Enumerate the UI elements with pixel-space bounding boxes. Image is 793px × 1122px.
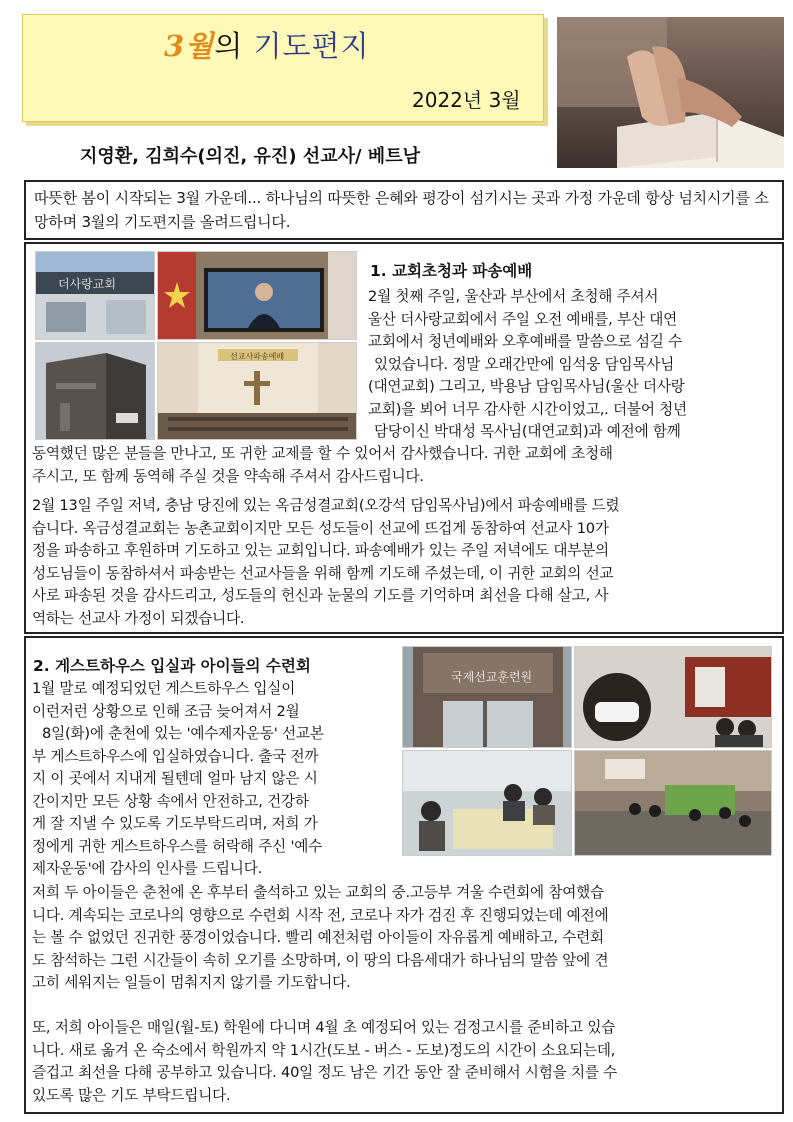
text-line: 습니다. 옥금성결교회는 농촌교회이지만 모든 성도들이 선교에 뜨겁게 동참하여 선교사 10가 [32,519,609,537]
text-line: 동역했던 많은 분들을 만나고, 또 귀한 교제를 할 수 있어서 감사했습니다. 귀한 교회에 초청해 [32,445,613,462]
text-line: 1월 말로 예정되었던 게스트하우스 입실이 [32,680,296,697]
text-line: 담당이신 박대성 목사님(대연교회)과 예전에 함께 [374,423,681,440]
missionary-names: 지영환, 김희수(의진, 유진) 선교사/ 베트남 [80,146,420,167]
guesthouse-sign-text: 국제선교훈련원 [451,670,533,684]
section1-title: 1. 교회초청과 파송예배 [370,262,533,280]
guesthouse-exterior-photo [402,646,572,748]
sermon-screen-photo [157,251,357,340]
text-line: 정을 파송하고 후원하며 기도하고 있는 교회입니다. 파송예배가 있는 주일 저녁에도 대부분의 [32,542,609,559]
youth-retreat-photo [574,750,772,856]
sanctuary-banner-text: 선교사파송예배 [230,352,285,361]
section1-paragraph2 [32,495,780,630]
text-line: 이런저런 상황으로 인해 조금 늦어져서 2월 [32,702,300,720]
text-line: 있도록 많은 기도 부탁드립니다. [32,1086,231,1104]
section2-paragraph2 [32,882,780,995]
church-exterior-photo [35,251,155,340]
church-sign-text: 더사랑교회 [58,277,116,291]
section1-side-text [368,286,780,444]
church-sanctuary-photo [157,342,357,440]
text-line: 저희 두 아이들은 춘천에 온 후부터 출석하고 있는 교회의 중.고등부 겨울 수련회에 참여했습 [32,884,604,901]
text-line: 사로 파송된 것을 감사드리고, 성도들의 헌신과 눈물의 기도를 기억하며 최선을 다해 살고, 사 [32,587,609,604]
text-line: 주시고, 또 함께 동역해 주실 것을 약속해 주셔서 감사드립니다. [32,467,424,485]
text-line: 또, 저희 아이들은 매일(월-토) 학원에 다니며 4월 초 예정되어 있는 검정고시를 준비하고 있습 [32,1019,616,1036]
text-line: (대연교회) 그리고, 박용남 담임목사님(울산 더사랑 [368,378,685,395]
section2-side-text [32,678,404,881]
text-line: 정에게 귀한 게스트하우스를 허락해 주신 '예수 [32,837,323,855]
text-line: 니다. 계속되는 코로나의 영향으로 수련회 시작 전, 코로나 자가 검진 후 진행되었는데 예전에 [32,906,609,924]
text-line: 교회)을 뵈어 너무 감사한 시간이었고,. 더불어 청년 [368,400,687,418]
church-building-photo [35,342,155,440]
text-line: 게 잘 지낼 수 있도록 기도부탁드리며, 저희 가 [32,815,318,832]
text-line: 고히 세워지는 일들이 멈춰지지 않기를 기도합니다. [32,974,351,991]
section2-paragraph3 [32,1017,780,1107]
praying-hands-photo [557,17,784,168]
family-selfie-photo [574,646,772,748]
intro-text: 따뜻한 봄이 시작되는 3월 가운데... 하나님의 따뜻한 은혜와 평강이 섬기시는 곳과 가정 가운데 항상 넘치시기를 소망하며 3월의 기도편지를 올려드립니다. [34,189,769,231]
text-line: 는 볼 수 없었던 진귀한 풍경이었습니다. 빨리 예전처럼 아이들이 자유롭게 예배하고, 수련회 [32,929,604,946]
letter-date: 2022년 3월 [412,88,521,112]
page-title [164,24,370,65]
text-line: 지 이 곳에서 지내게 될텐데 얼마 남지 않은 시 [32,770,318,787]
text-line: 즐겁고 최선을 다해 공부하고 있습니다. 40일 정도 남은 기간 동안 잘 준비해서 시험을 치를 수 [32,1064,618,1081]
text-line: 있었습니다. 정말 오래간만에 임석웅 담임목사님 [374,355,675,373]
title-particle: 의 [214,29,254,63]
text-line: 부 게스트하우스에 입실하였습니다. 출국 전까 [32,747,319,765]
kids-eating-photo [402,750,572,856]
text-line: 제자운동'에 감사의 인사를 드립니다. [32,860,263,877]
title-main: 기도편지 [253,29,370,63]
text-line: 역하는 선교사 가정이 되겠습니다. [32,609,245,627]
title-month: 3월 [164,29,215,63]
text-line: 간이지만 모든 상황 속에서 안전하고, 건강하 [32,792,309,810]
section1-full-text [32,443,780,488]
text-line: 2월 13일 주일 저녁, 충남 당진에 있는 옥금성결교회(오강석 담임목사님)에서 파송예배를 드렸 [32,497,620,514]
section2-title: 2. 게스트하우스 입실과 아이들의 수련회 [33,657,311,675]
text-line: 니다. 새로 옮겨 온 숙소에서 학원까지 약 1시간(도보 - 버스 - 도보)정도의 시간이 소요되는데, [32,1041,616,1059]
text-line: 교회에서 청년예배와 오후예배를 말씀으로 섬길 수 [368,333,683,350]
text-line: 울산 더사랑교회에서 주일 오전 예배를, 부산 대연 [368,310,678,328]
text-line: 8일(화)에 춘천에 있는 '예수제자운동' 선교본 [42,725,324,742]
text-line: 도 참석하는 그런 시간들이 속히 오기를 소망하며, 이 땅의 다음세대가 하나님의 말씀 앞에 견 [32,951,609,969]
text-line: 성도님들이 동참하셔서 파송받는 선교사들을 위해 함께 기도해 주셨는데, 이 귀한 교회의 선교 [32,564,614,582]
text-line: 2월 첫째 주일, 울산과 부산에서 초청해 주셔서 [368,288,659,305]
